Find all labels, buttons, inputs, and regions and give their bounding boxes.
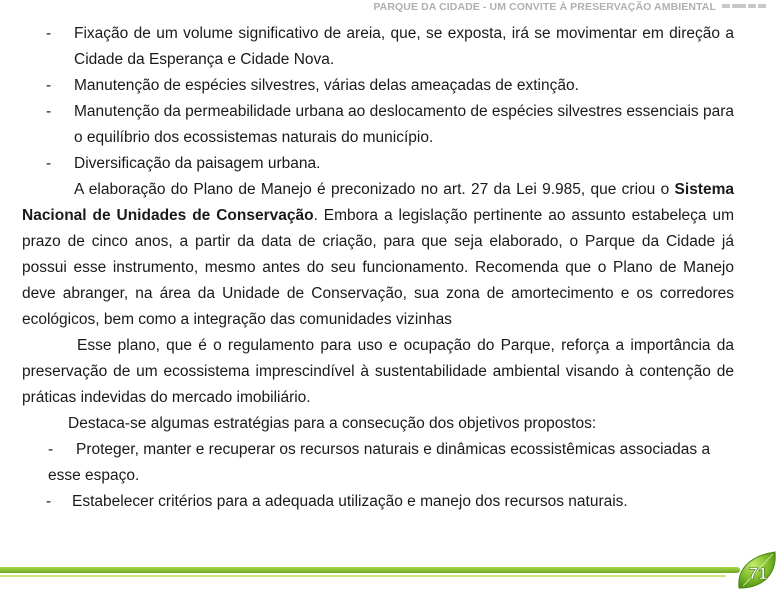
list-item — [22, 99, 734, 151]
list-item-text: Manutenção de espécies silvestres, várias delas ameaçadas de extinção. — [74, 77, 579, 94]
page-number: 71 — [748, 564, 768, 583]
leaf-icon — [735, 550, 779, 592]
list-dash: - — [46, 77, 52, 94]
paragraph-regulamento: Esse plano, que é o regulamento para uso e ocupação do Parque, reforça a importância da preservação de um ecossistema imprescindível à sustentabilidade ambiental visando à contenção de práticas indevidas do mercado imobiliário. — [22, 337, 734, 406]
bold-term: Sistema Nacional de Unidades de Conservação — [22, 181, 734, 224]
list-item-text: Manutenção da permeabilidade urbana ao deslocamento de espécies silvestres essenciais para o equilíbrio dos ecossistemas naturais do município. — [74, 103, 735, 146]
list-dash: - — [46, 493, 52, 510]
list-dash: - — [46, 103, 52, 120]
page-number-badge — [735, 550, 779, 592]
list-item — [22, 73, 734, 99]
header-decoration — [722, 4, 774, 10]
list-item — [22, 21, 734, 73]
list-item — [22, 489, 734, 515]
paragraph-plano-de-manejo — [22, 177, 734, 333]
list-dash: - — [46, 155, 52, 172]
list-item-text: Proteger, manter e recuperar os recursos naturais e dinâmicas ecossistêmicas associadas a esse espaço. — [48, 441, 711, 484]
paragraph-text: A elaboração do Plano de Manejo é preconizado no art. 27 da Lei 9.985, que criou o — [74, 181, 675, 198]
list-item-text: Estabelecer critérios para a adequada utilização e manejo dos recursos naturais. — [72, 493, 628, 510]
list-item-text: Fixação de um volume significativo de areia, que, se exposta, irá se movimentar em direção a Cidade da Esperança e Cidade Nova. — [74, 25, 734, 68]
page-body — [22, 21, 734, 515]
running-header: PARQUE DA CIDADE - UM CONVITE À PRESERVAÇÃO AMBIENTAL — [373, 1, 716, 13]
paragraph-estrategias: Destaca-se algumas estratégias para a consecução dos objetivos propostos: — [68, 415, 597, 432]
list-item-text: Diversificação da paisagem urbana. — [74, 155, 321, 172]
list-item — [22, 151, 734, 177]
list-dash: - — [48, 441, 54, 458]
footer-rule-thin — [0, 575, 726, 577]
list-dash: - — [46, 25, 52, 42]
list-item — [22, 437, 734, 489]
paragraph-text: . Embora a legislação pertinente ao assunto estabeleça um prazo de cinco anos, a partir da data de criação, para que seja elaborado, o Parque da Cidade já possui esse instrumento, mesmo antes do seu funcionamento. Recomenda que o Plano de Manejo deve abranger, na área da Unidade de Conservação, sua zona de amortecimento e os corredores ecológicos, bem como a integração das comunidades vizinhas — [22, 207, 734, 328]
footer-rule — [0, 567, 740, 573]
